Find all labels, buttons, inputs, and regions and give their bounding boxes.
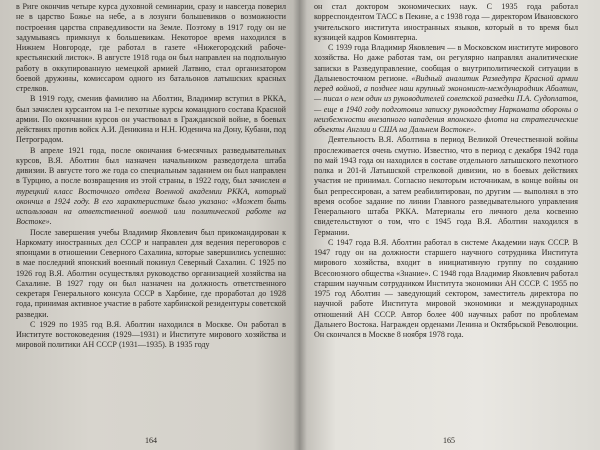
paragraph — [16, 228, 286, 320]
left-page-text — [16, 2, 286, 351]
paragraph — [16, 320, 286, 351]
paragraph — [16, 146, 286, 228]
paragraph — [314, 135, 578, 238]
right-page-text — [314, 2, 578, 340]
paragraph-text: В апреле 1921 года, после окончания 6-месячных разведывательных курсов, В.Я. Аболтин был назначен начальником разведотдела штаба дивизии. В августе того же года со специальным заданием он был направлен в Турцию, а после возвращения из этой страны, в 1922 году, был зачислен — [16, 145, 286, 186]
page-number-right: 165 — [443, 435, 455, 445]
paragraph — [314, 43, 578, 135]
page-number-left: 164 — [145, 435, 157, 445]
italic-quote: «Видный аналитик Разведупра Красной армии перед войной, а позднее наш крупный экономист-международник Аболтин, — писал о нем один из руководителей советской разведки П.А. Судоплатов, — еще в 1940 году подготовил записку руководству Наркомата обороны о неизбежности внезапного нападения японского флота на стратегические объекты Англии и США на Дальнем Востоке». — [314, 73, 578, 134]
paragraph — [314, 2, 578, 43]
paragraph — [16, 94, 286, 145]
paragraph-text: в Риге окончив четыре курса духовной семинарии, сразу и навсегда поверил не в царство Божье на небе, а в лозунги большевиков о возможности построения царства справедливости на Земле. Поэтому в 1917 году он не задумываясь примкнул к большевикам. Некоторое время находился в Нижнем Новгороде, где работал в газете «Нижегородский рабоче-крестьянский листок». В августе 1918 года он был направлен на подпольную работу в оккупированную немецкой армией Латвию, стал организатором боевой дружины, комиссаром одного из батальонов латышских красных стрелков. — [16, 2, 286, 93]
paragraph-text: С 1947 года В.Я. Аболтин работал в системе Академии наук СССР. В 1947 году он на должности старшего научного сотрудника Института мирового хозяйства, входит в инициативную группу по созданию Всесоюзного общества «Знание». С 1948 года Владимир Яковлевич работал старшим научным сотрудником Института экономики АН СССР. С 1955 по 1975 год Аболтин — заведующий сектором, заместитель директора по научной работе Института мировой экономики и международных отношений АН СССР. Автор более 400 научных работ по проблемам Дальнего Востока. Награжден орденами Ленина и Октябрьской Революции. Он скончался в Москве 8 ноября 1978 года. — [314, 237, 578, 339]
paragraph-text: С 1939 года Владимир Яковлевич — в Московском институте мирового хозяйства. Но даже работая там, он регулярно направлял аналитические записки в Разведуправление, сообщая о внутриполитической ситуации в Дальневосточном регионе. — [314, 43, 578, 83]
paragraph-text: Деятельность В.Я. Аболтина в период Великой Отечественной войны прослеживается очень смутно. Известно, что в период с декабря 1942 года по май 1943 года он находился в составе отдельного латышского пехотного полка и 201-й Латышской стрелковой дивизии, но в боевых действиях участия не принимал. Согласно некоторым источникам, в конце войны он был репрессирован, а затем реабилитирован, по другим — выполнял в это время особое задание по линии Главного разведывательного управления Генерального штаба РККА. Материалы его личного дела косвенно свидетельствуют о том, что с 1945 года В.Я. Аболтин находился в Германии. — [314, 135, 578, 237]
paragraph-text: В 1919 году, сменив фамилию на Аболтин, Владимир вступил в РККА, был зачислен курсантом на 1-е пехотные курсы командного состава Красной армии. По окончании курсов он участвовал в Гражданской войне, в боевых действиях против войск А.И. Деникина и Н.Н. Юденича на Дону, Кубани, под Петроградом. — [16, 94, 286, 145]
paragraph-text: С 1929 по 1935 год В.Я. Аболтин находился в Москве. Он работал в Институте востоковедения (1929—1931) и Институте мирового хозяйства и мировой политики АН СССР (1931—1935). В 1935 году — [16, 319, 286, 350]
paragraph-text: он стал доктором экономических наук. С 1935 года работал корреспондентом ТАСС в Пекине, а с 1938 года — директором Ивановского учительского института иностранных языков, который в то время был кузницей кадров Коминтерна. — [314, 2, 578, 42]
italic-quote: в турецкий класс Восточного отдела Военной академии РККА, который окончил в 1924 году. В его характеристике было указано: «Может быть использован на ответственной военной или политической работе на Востоке». — [16, 176, 286, 227]
right-page — [300, 0, 600, 450]
paragraph — [314, 238, 578, 341]
paragraph — [16, 2, 286, 94]
paragraph-text: После завершения учебы Владимир Яковлевич был прикомандирован к Наркомату иностранных дел СССР и направлен для ведения переговоров с японцами в отношении Северного Сахалина, которые завершились успешно: в мае последний японский военный покинул Северный Сахалин. С 1925 по 1926 год В.Я. Аболтин осуществлял руководство организацией хозяйства на Сахалине. В 1927 году он был назначен на должность ответственного секретаря Генерального консула СССР в Харбине, где проработал до 1928 года, принимая активное участие в работе харбинской резидентуры советской разведки. — [16, 227, 286, 319]
